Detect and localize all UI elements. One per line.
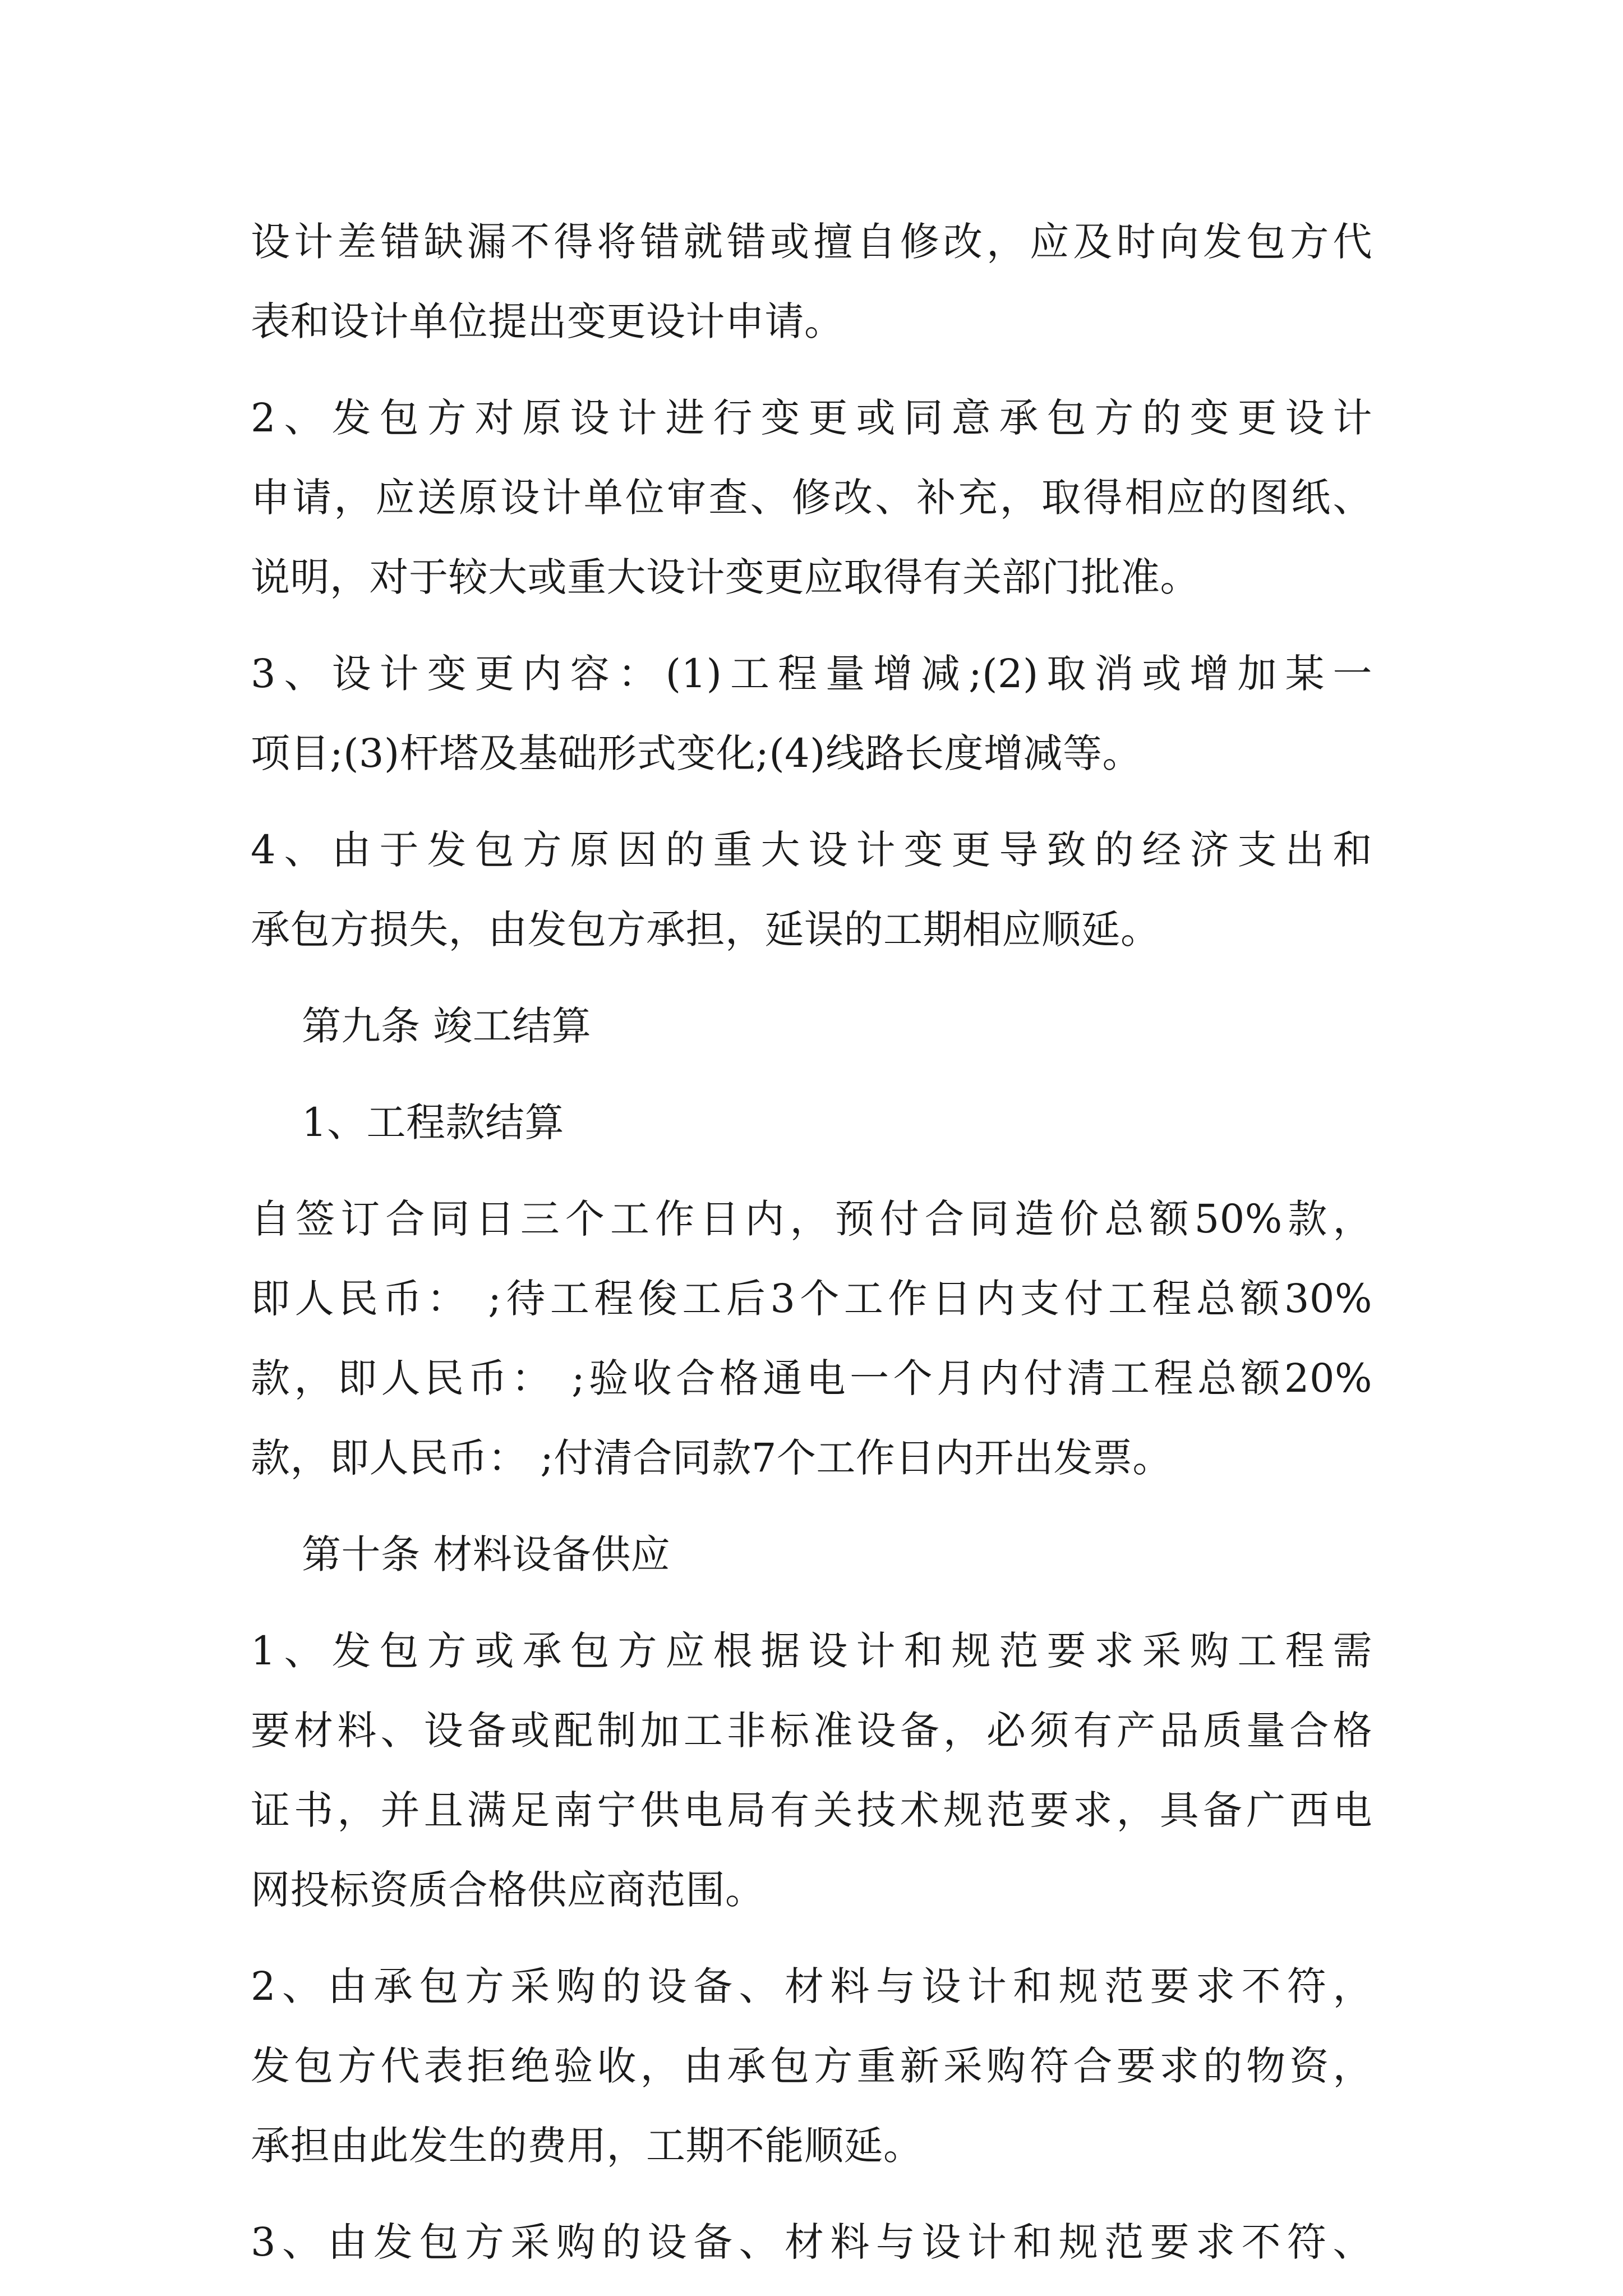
text-line: 第九条 竣工结算 (251, 1003, 592, 1049)
paragraph-gap (251, 1594, 1372, 1611)
text-line: 网投标资质合格供应商范围。 (251, 1867, 765, 1913)
paragraph-gap (251, 617, 1372, 634)
text-line: 2、由承包方采购的设备、材料与设计和规范要求不符， (251, 1963, 1372, 2009)
paragraph-gap (251, 361, 1372, 378)
text-line: 1、工程款结算 (251, 1099, 565, 1145)
text-line: 要材料、设备或配制加工非标准设备，必须有产品质量合格 (251, 1708, 1372, 1754)
text-line: 说明，对于较大或重大设计变更应取得有关部门批准。 (251, 554, 1200, 600)
paragraph-gap (251, 969, 1372, 986)
paragraph-gap (251, 1498, 1372, 1515)
text-line: 自签订合同日三个工作日内，预付合同造价总额50%款， (251, 1196, 1372, 1242)
paragraph-gap (251, 793, 1372, 810)
text-line: 1、发包方或承包方应根据设计和规范要求采购工程需 (251, 1628, 1372, 1674)
text-line: 设计差错缺漏不得将错就错或擅自修改，应及时向发包方代 (251, 219, 1372, 265)
text-line: 款，即人民币： ;验收合格通电一个月内付清工程总额20% (251, 1355, 1372, 1401)
text-line: 申请，应送原设计单位审查、修改、补充，取得相应的图纸、 (251, 475, 1372, 521)
document-page (251, 202, 1372, 2282)
text-line: 即人民币： ;待工程俊工后3个工作日内支付工程总额30% (251, 1276, 1372, 1322)
text-line: 3、设计变更内容：(1)工程量增减;(2)取消或增加某一 (251, 651, 1372, 697)
text-line: 证书，并且满足南宁供电局有关技术规范要求，具备广西电 (251, 1787, 1372, 1833)
text-line: 表和设计单位提出变更设计申请。 (251, 298, 844, 344)
text-line: 2、发包方对原设计进行变更或同意承包方的变更设计 (251, 395, 1372, 441)
text-line: 承包方损失，由发包方承担，延误的工期相应顺延。 (251, 907, 1160, 953)
text-line: 4、由于发包方原因的重大设计变更导致的经济支出和 (251, 827, 1372, 873)
paragraph-gap (251, 1930, 1372, 1947)
text-line: 发包方代表拒绝验收，由承包方重新采购符合要求的物资， (251, 2043, 1372, 2089)
text-line: 第十条 材料设备供应 (251, 1531, 671, 1577)
text-line: 项目;(3)杆塔及基础形式变化;(4)线路长度增减等。 (251, 730, 1142, 776)
text-line: 承担由此发生的费用，工期不能顺延。 (251, 2123, 923, 2169)
paragraph-gap (251, 1066, 1372, 1083)
paragraph-gap (251, 2185, 1372, 2202)
paragraph-gap (251, 1162, 1372, 1179)
document-body (251, 202, 1372, 2282)
text-line: 款，即人民币： ;付清合同款7个工作日内开出发票。 (251, 1435, 1172, 1481)
text-line: 3、由发包方采购的设备、材料与设计和规范要求不符、 (251, 2219, 1372, 2265)
